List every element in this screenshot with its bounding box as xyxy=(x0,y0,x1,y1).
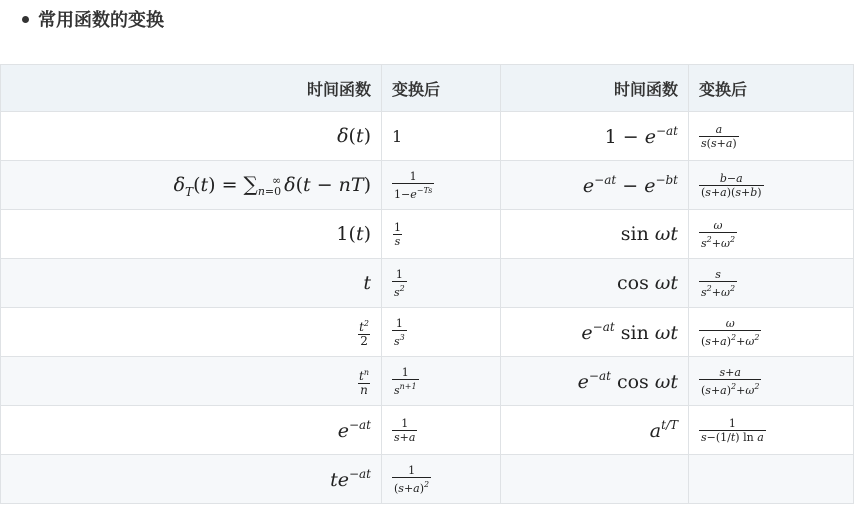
formula-cell: $\frac{1}{s+a}$ xyxy=(382,406,501,455)
formula-cell: 1(t) xyxy=(1,210,382,259)
table-row xyxy=(1,455,854,504)
formula-cell: t xyxy=(1,259,382,308)
formula-cell: $\frac{\omega}{(s+a)^2+\omega^2}$ xyxy=(689,308,854,357)
formula-cell: $e^{-at} - e^{-bt}$ xyxy=(501,161,689,210)
formula-cell: $1 - e^{-at}$ xyxy=(501,112,689,161)
formula-cell: $\delta_T(t)$ = ∑ ∞ n=0 δ(t − nT) xyxy=(1,161,382,210)
formula-cell: $\frac{1}{(s+a)^2}$ xyxy=(382,455,501,504)
formula-cell: $\frac{\omega}{s^2+\omega^2}$ xyxy=(689,210,854,259)
empty-cell xyxy=(689,455,854,504)
table-row xyxy=(1,161,854,210)
table-row xyxy=(1,259,854,308)
formula-cell: sin ωt xyxy=(501,210,689,259)
formula-cell: $te^{-at}$ xyxy=(1,455,382,504)
formula-cell: $\frac{b-a}{(s+a)(s+b)}$ xyxy=(689,161,854,210)
transform-table xyxy=(0,64,854,504)
table-row xyxy=(1,308,854,357)
table-row xyxy=(1,210,854,259)
formula-cell: $e^{-at}$ sin ωt xyxy=(501,308,689,357)
table-row xyxy=(1,112,854,161)
empty-cell xyxy=(501,455,689,504)
formula-cell: $\frac{1}{s^{n+1}}$ xyxy=(382,357,501,406)
formula-cell: cos ωt xyxy=(501,259,689,308)
formula-cell: $\frac{s+a}{(s+a)^2+\omega^2}$ xyxy=(689,357,854,406)
table-header-row xyxy=(1,65,854,112)
header-time-fn-right: 时间函数 xyxy=(501,65,689,112)
formula-cell: $\frac{1}{s^2}$ xyxy=(382,259,501,308)
table-row xyxy=(1,406,854,455)
formula-cell: $a^{t/T}$ xyxy=(501,406,689,455)
formula-cell: $e^{-at}$ cos ωt xyxy=(501,357,689,406)
formula-cell: $\frac{1}{1-e^{-Ts}}$ xyxy=(382,161,501,210)
formula-cell: $\frac{t^2}{2}$ xyxy=(1,308,382,357)
header-time-fn-left: 时间函数 xyxy=(1,65,382,112)
formula-cell: $\frac{1}{\text{s−(1/t) ln a}}$ xyxy=(689,406,854,455)
formula-cell: $\frac{a}{s(s+a)}$ xyxy=(689,112,854,161)
formula-cell: $\frac{1}{s}$ xyxy=(382,210,501,259)
formula-cell: $\frac{s}{s^2+\omega^2}$ xyxy=(689,259,854,308)
formula-cell: δ(t) xyxy=(1,112,382,161)
section-heading xyxy=(22,6,164,32)
section-title: 常用函数的变换 xyxy=(38,10,164,31)
formula-cell: $\frac{1}{s^3}$ xyxy=(382,308,501,357)
table-row xyxy=(1,357,854,406)
formula-cell: 1 xyxy=(382,112,501,161)
header-transform-right: 变换后 xyxy=(689,65,854,112)
formula-cell: $e^{-at}$ xyxy=(1,406,382,455)
header-transform-left: 变换后 xyxy=(382,65,501,112)
formula-cell: $\frac{t^n}{n}$ xyxy=(1,357,382,406)
bullet-icon xyxy=(22,16,29,23)
